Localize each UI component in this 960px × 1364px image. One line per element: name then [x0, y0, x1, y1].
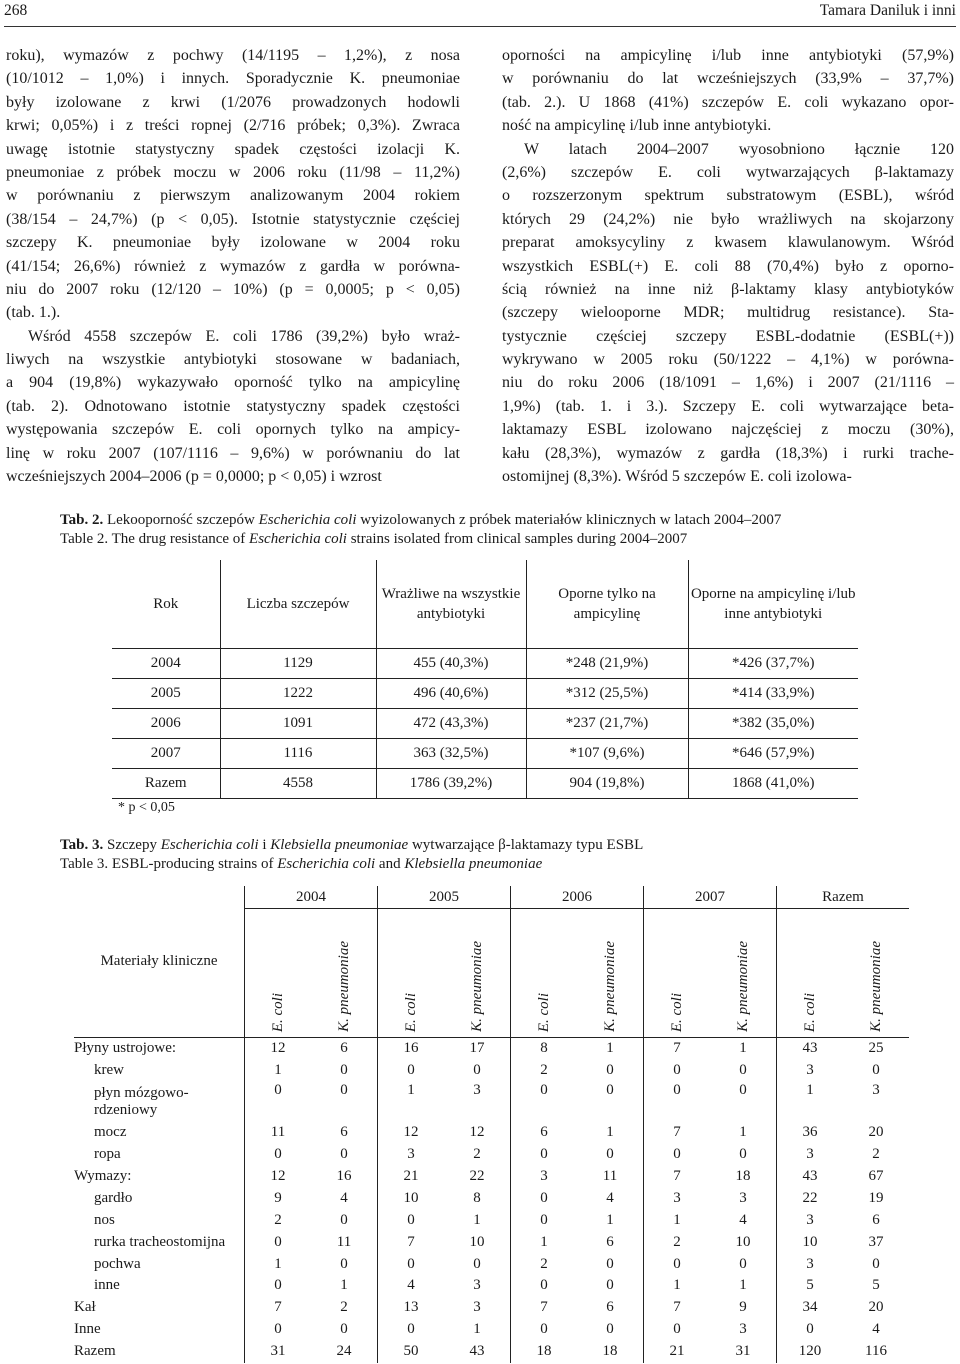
table3-cell: 0 — [606, 1321, 614, 1338]
table2-cell: 904 (19,8%) — [526, 769, 688, 799]
text-line: oporności na ampicylinę i/lub inne antybiotyki (57,9%) — [502, 47, 954, 64]
species-header — [644, 909, 711, 1038]
table3-cell: 34 — [777, 1297, 844, 1319]
table2-cell: 2004 — [112, 649, 220, 679]
table-row — [74, 1231, 909, 1253]
table3-cell: 5 — [777, 1275, 844, 1297]
table-row — [74, 1319, 909, 1341]
row-label: krew — [94, 1062, 124, 1079]
year-header: 2004 — [245, 886, 378, 909]
table3-cell: 0 — [644, 1060, 711, 1082]
table3-cell: 4 — [378, 1275, 445, 1297]
table-row — [74, 1166, 909, 1188]
row-label: Wymazy: — [74, 1168, 132, 1184]
table3-cell: 11 — [336, 1233, 352, 1250]
caption-text: The drug resistance of — [108, 531, 250, 547]
table3-cell: 0 — [872, 1255, 880, 1272]
table3-cell: 8 — [473, 1189, 481, 1206]
table3-cell: 0 — [245, 1275, 312, 1297]
table3-cell: 0 — [378, 1319, 445, 1341]
text-line: roku), wymazów z pochwy (14/1195 – 1,2%), z nosa — [6, 47, 460, 64]
text-line: tystycznie częściej szczepy ESBL-dodatnie (ESBL(+)) — [502, 327, 954, 345]
table3-cell: 7 — [644, 1297, 711, 1319]
text-line: Wśród 4558 szczepów E. coli 1786 (39,2%) było wraż- — [28, 327, 460, 345]
row-label: nos — [94, 1211, 115, 1228]
table3-cell: 5 — [872, 1277, 880, 1294]
year-header: 2007 — [644, 886, 777, 909]
table3-cell: 0 — [606, 1146, 614, 1163]
species-header — [777, 909, 844, 1038]
table3-cell: 11 — [245, 1122, 312, 1144]
row-label: Kał — [74, 1299, 96, 1316]
table3-cell: 0 — [378, 1253, 445, 1275]
table3-cell: 7 — [644, 1038, 711, 1060]
species-label: E. coli — [269, 992, 286, 1032]
table3-cell: 10 — [469, 1233, 485, 1250]
text-line: (41/154; 26,6%) również z wymazów z gardła w porówna- — [6, 257, 460, 275]
year-header: 2006 — [511, 886, 644, 909]
table3-cell: 37 — [868, 1233, 884, 1250]
table2-cell: 472 (43,3%) — [376, 709, 526, 739]
caption-organism: Escherichia coli — [258, 512, 357, 528]
table3-cell: 4 — [739, 1211, 747, 1228]
table-row — [112, 649, 858, 679]
table-row — [74, 1253, 909, 1275]
table3-cell: 43 — [469, 1343, 485, 1360]
caption-organism: Klebsiella pneumoniae — [270, 837, 409, 853]
table3-cell: 8 — [511, 1038, 578, 1060]
table3-cell: 0 — [511, 1275, 578, 1297]
table3-cell: 3 — [872, 1081, 880, 1098]
table3-caption-en — [60, 855, 542, 874]
row-label: ropa — [94, 1146, 121, 1163]
table2-cell: 1116 — [220, 739, 376, 769]
table3-cell: 16 — [378, 1038, 445, 1060]
species-label: E. coli — [535, 992, 552, 1032]
table3-cell: 1 — [644, 1275, 711, 1297]
table3-cell: 19 — [868, 1189, 884, 1206]
table3-cell: 0 — [511, 1209, 578, 1231]
species-label: K. pneumoniae — [867, 941, 884, 1032]
table3-cell: 12 — [245, 1038, 312, 1060]
table3-cell: 36 — [777, 1122, 844, 1144]
text-line: w porównaniu z pierwszym analizowanym 2004 rokiem — [6, 187, 460, 205]
species-label: K. pneumoniae — [468, 941, 485, 1032]
species-header — [577, 909, 644, 1038]
row-label: Razem — [74, 1343, 116, 1360]
table3-cell: 6 — [511, 1122, 578, 1144]
row-label: inne — [94, 1277, 120, 1294]
table3-cell: 0 — [245, 1319, 312, 1341]
table2-cell: 1091 — [220, 709, 376, 739]
text-line: (2,6%) szczepów E. coli wytwarzających β-laktamazy — [502, 163, 954, 181]
table3-cell: 0 — [340, 1211, 348, 1228]
table3-cell: 3 — [777, 1209, 844, 1231]
table3-cell: 2 — [473, 1146, 481, 1163]
table-row — [74, 1341, 909, 1363]
table3-cell: 0 — [872, 1062, 880, 1079]
materials-header: Materiały kliniczne — [74, 886, 245, 1038]
table3-cell: 6 — [340, 1040, 348, 1057]
table3-cell: 31 — [735, 1343, 751, 1360]
species-header — [511, 909, 578, 1038]
table3-cell: 9 — [739, 1299, 747, 1316]
species-header — [843, 909, 909, 1038]
table3-cell: 3 — [644, 1187, 711, 1209]
table3-cell: 12 — [245, 1166, 312, 1188]
table2-cell: 2007 — [112, 739, 220, 769]
page-header — [4, 0, 956, 27]
table3-cell: 0 — [511, 1187, 578, 1209]
table3 — [74, 886, 909, 1363]
table3-cell: 0 — [739, 1146, 747, 1163]
table3-cell: 0 — [378, 1209, 445, 1231]
table3-cell: 7 — [511, 1297, 578, 1319]
table3-cell: 3 — [473, 1081, 481, 1098]
year-header: 2005 — [378, 886, 511, 909]
table3-cell: 6 — [340, 1124, 348, 1141]
table3-cell: 1 — [739, 1124, 747, 1141]
table3-cell: 4 — [340, 1189, 348, 1206]
table3-cell: 0 — [511, 1144, 578, 1166]
table3-cell: 120 — [777, 1341, 844, 1363]
table3-cell: 0 — [340, 1146, 348, 1163]
caption-organism: Escherichia coli — [249, 531, 347, 547]
table3-cell: 21 — [378, 1166, 445, 1188]
text-line: wykrywano w 2005 roku (50/1222 – 4,1%) w porówna- — [502, 351, 954, 369]
table3-cell: 0 — [739, 1062, 747, 1079]
text-line: występowania szczepów E. coli opornych tylko na ampicy- — [6, 421, 460, 439]
table3-cell: 10 — [735, 1233, 751, 1250]
table3-cell: 1 — [511, 1231, 578, 1253]
year-header: Razem — [777, 886, 910, 909]
table3-label: Tab. 3. — [60, 837, 104, 853]
table2-label: Tab. 2. — [60, 512, 104, 528]
text-line: w porównaniu do lat wcześniejszych (33,9% – 37,7%) — [502, 70, 954, 88]
caption-text: ESBL-producing strains of — [108, 856, 278, 872]
table2-cell: 4558 — [220, 769, 376, 799]
table3-cell: 21 — [644, 1341, 711, 1363]
left-text-column — [6, 44, 460, 488]
text-line: szczepy K. pneumoniae były izolowane w 2004 roku — [6, 234, 460, 252]
table3-cell: 0 — [777, 1319, 844, 1341]
table3-cell: 0 — [739, 1081, 747, 1098]
text-line: laktamazy ESBL izolowano najczęściej z moczu (30%), — [502, 421, 954, 439]
table3-cell: 1 — [606, 1211, 614, 1228]
table2-footnote: * p < 0,05 — [118, 800, 175, 815]
table3-cell: 2 — [340, 1299, 348, 1316]
table3-cell: 3 — [473, 1299, 481, 1316]
table3-cell: 116 — [865, 1343, 887, 1360]
table3-cell: 67 — [868, 1168, 884, 1184]
table2-cell: *248 (21,9%) — [526, 649, 688, 679]
table3-cell: 2 — [245, 1209, 312, 1231]
table3-cell: 22 — [777, 1187, 844, 1209]
table3-cell: 18 — [511, 1341, 578, 1363]
table-row — [112, 709, 858, 739]
table3-cell: 7 — [644, 1122, 711, 1144]
row-label: płyn mózgowo-rdzeniowy — [94, 1084, 189, 1118]
caption-text: strains isolated from clinical samples during 2004–2007 — [346, 531, 688, 547]
table3-cell: 1 — [644, 1209, 711, 1231]
row-label: gardło — [94, 1189, 133, 1206]
table-row — [74, 1275, 909, 1297]
table3-cell: 0 — [606, 1062, 614, 1079]
table3-cell: 3 — [777, 1253, 844, 1275]
table3-cell: 10 — [777, 1231, 844, 1253]
table3-cell: 50 — [378, 1341, 445, 1363]
table3-cell: 25 — [868, 1040, 884, 1057]
table3-cell: 0 — [245, 1231, 312, 1253]
text-line: ścią również na inne niż β-laktamy klasy antybiotyków — [502, 280, 954, 298]
table3-cell: 13 — [378, 1297, 445, 1319]
species-label: K. pneumoniae — [601, 941, 618, 1032]
row-label: mocz — [94, 1124, 127, 1141]
text-line: (tab. 2.). U 1868 (41%) szczepów E. coli wykazano opor- — [502, 93, 954, 111]
species-header — [245, 909, 312, 1038]
table2-caption-en — [60, 530, 687, 549]
text-line: W latach 2004–2007 wyosobniono łącznie 120 — [524, 140, 954, 158]
table3-cell: 0 — [378, 1060, 445, 1082]
table3-cell: 3 — [777, 1144, 844, 1166]
table3-cell: 43 — [777, 1038, 844, 1060]
table3-cell: 3 — [777, 1060, 844, 1082]
table2-header-cell: Oporne na ampicylinę i/lub inne antybiotyki — [688, 560, 858, 649]
caption-organism: Escherichia coli — [160, 837, 259, 853]
text-line: wszystkich ESBL(+) E. coli 88 (70,4%) było z oporno- — [502, 257, 954, 275]
table-row — [74, 1144, 909, 1166]
table3-cell: 22 — [469, 1168, 485, 1184]
row-label: Inne — [74, 1321, 101, 1338]
table3-cell: 6 — [606, 1299, 614, 1316]
table3-cell: 6 — [872, 1211, 880, 1228]
table3-cell: 3 — [473, 1277, 481, 1294]
species-header — [710, 909, 777, 1038]
table3-cell: 1 — [739, 1277, 747, 1294]
text-line: pneumoniae z próbek moczu w 2006 roku (11/98 – 11,2%) — [6, 163, 460, 181]
table3-cell: 12 — [469, 1124, 485, 1141]
table2-header-cell: Wrażliwe na wszystkie antybiotyki — [376, 560, 526, 649]
table3-cell: 0 — [606, 1277, 614, 1294]
text-line: uwagę istotnie statystyczny spadek częstości izolacji K. — [6, 140, 460, 158]
table3-cell: 3 — [378, 1144, 445, 1166]
table2-cell: *426 (37,7%) — [688, 649, 858, 679]
table3-cell: 10 — [378, 1187, 445, 1209]
table3-cell: 2 — [511, 1060, 578, 1082]
text-line: ność na ampicylinę i/lub inne antybiotyki. — [502, 117, 772, 135]
table2-caption-pl — [60, 511, 781, 530]
text-line: linę w roku 2007 (107/1116 – 9,6%) w porównaniu do lat — [6, 444, 460, 462]
table3-cell: 0 — [340, 1081, 348, 1098]
table2-cell: *237 (21,7%) — [526, 709, 688, 739]
text-line: wcześniejszych 2004–2006 (p = 0,0000; p < 0,05) i wzrost — [6, 468, 382, 486]
caption-text: wytwarzające β-laktamazy typu ESBL — [408, 837, 644, 853]
species-label: E. coli — [668, 992, 685, 1032]
caption-text: and — [375, 856, 405, 872]
caption-organism: Escherichia coli — [277, 856, 376, 872]
table3-cell: 0 — [644, 1319, 711, 1341]
table-row — [112, 679, 858, 709]
table3-cell: 24 — [336, 1343, 352, 1360]
text-line: (38/154 – 24,7%) (p < 0,05). Istotnie statystycznie częściej — [6, 210, 460, 228]
table3-cell: 1 — [245, 1253, 312, 1275]
table2-cell: *646 (57,9%) — [688, 739, 858, 769]
table3-cell: 17 — [469, 1040, 485, 1057]
table2-cell: 1222 — [220, 679, 376, 709]
table3-cell: 0 — [606, 1255, 614, 1272]
table3-cell: 0 — [245, 1082, 312, 1122]
table2-cell: 363 (32,5%) — [376, 739, 526, 769]
caption-organism: Klebsiella pneumoniae — [404, 856, 543, 872]
species-label: E. coli — [801, 992, 818, 1032]
table3-cell: 0 — [511, 1319, 578, 1341]
table-row — [74, 1209, 909, 1231]
table3-cell: 1 — [245, 1060, 312, 1082]
table-row — [74, 1038, 909, 1060]
table3-cell: 7 — [245, 1297, 312, 1319]
text-line: były izolowane z krwi (1/2076 prowadzonych hodowli — [6, 93, 460, 111]
table2-cell: 1868 (41,0%) — [688, 769, 858, 799]
table3-cell: 1 — [473, 1211, 481, 1228]
table3-cell: 0 — [644, 1253, 711, 1275]
table3-cell: 0 — [473, 1062, 481, 1079]
row-label: pochwa — [94, 1255, 141, 1272]
table2-label-en: Table 2. — [60, 531, 109, 547]
species-label: K. pneumoniae — [335, 941, 352, 1032]
table3-cell: 2 — [511, 1253, 578, 1275]
text-line: (10/1012 – 1,0%) i innych. Sporadycznie K. pneumoniae — [6, 70, 460, 88]
species-label: E. coli — [402, 992, 419, 1032]
table2-cell: 2006 — [112, 709, 220, 739]
species-label: K. pneumoniae — [734, 941, 751, 1032]
table3-cell: 9 — [245, 1187, 312, 1209]
table2-cell: 1786 (39,2%) — [376, 769, 526, 799]
table3-cell: 3 — [739, 1189, 747, 1206]
table-row — [112, 769, 858, 799]
table3-cell: 0 — [606, 1081, 614, 1098]
table3-cell: 2 — [644, 1231, 711, 1253]
table3-cell: 0 — [340, 1321, 348, 1338]
text-line: preparat amoksycyliny z kwasem klawulanowym. Wśród — [502, 234, 954, 252]
table3-cell: 0 — [644, 1082, 711, 1122]
page-number: 268 — [4, 2, 28, 19]
table3-cell: 4 — [606, 1189, 614, 1206]
table3-cell: 12 — [378, 1122, 445, 1144]
table3-cell: 18 — [602, 1343, 618, 1360]
right-text-column — [502, 44, 954, 488]
text-line: (szczepy wielooporne MDR; multidrug resistance). Sta- — [502, 304, 954, 322]
table2-cell: 2005 — [112, 679, 220, 709]
caption-text: Szczepy — [103, 837, 161, 853]
running-head-authors: Tamara Daniluk i inni — [819, 2, 956, 19]
table3-cell: 1 — [473, 1321, 481, 1338]
table3-cell: 7 — [378, 1231, 445, 1253]
table3-cell: 43 — [777, 1166, 844, 1188]
table3-cell: 1 — [340, 1277, 348, 1294]
text-line: ostomijnej (8,3%). Wśród 5 szczepów E. coli izolowa- — [502, 468, 852, 486]
caption-text: Lekooporność szczepów — [103, 512, 259, 528]
table3-cell: 16 — [336, 1168, 352, 1184]
table3-cell: 1 — [606, 1040, 614, 1057]
table-row — [112, 739, 858, 769]
row-label: Płyny ustrojowe: — [74, 1040, 177, 1057]
text-line: a 904 (19,8%) wykazywało oporność tylko na ampicylinę — [6, 374, 460, 392]
table3-cell: 0 — [340, 1255, 348, 1272]
table3-cell: 0 — [644, 1144, 711, 1166]
table-row — [74, 1297, 909, 1319]
table2-cell: *414 (33,9%) — [688, 679, 858, 709]
text-line: (tab. 2). Odnotowano istotnie statystyczny spadek częstości — [6, 397, 460, 415]
table2-cell: *382 (35,0%) — [688, 709, 858, 739]
text-line: o rozszerzonym spektrum substratowym (ESBL), wśród — [502, 187, 954, 205]
text-line: niu do roku 2006 (18/1091 – 1,6%) i 2007 (21/1116 – — [502, 374, 954, 392]
table3-label-en: Table 3. — [60, 856, 109, 872]
table3-cell: 3 — [739, 1321, 747, 1338]
text-line: których 29 (24,2%) nie było wrażliwych na skojarzony — [502, 210, 954, 228]
table-row — [74, 1187, 909, 1209]
table3-cell: 1 — [739, 1040, 747, 1057]
table3-cell: 7 — [644, 1166, 711, 1188]
table3-cell: 0 — [473, 1255, 481, 1272]
table3-cell: 3 — [511, 1166, 578, 1188]
table3-cell: 0 — [511, 1082, 578, 1122]
table2-cell: Razem — [112, 769, 220, 799]
table3-cell: 31 — [245, 1341, 312, 1363]
table2-cell: 496 (40,6%) — [376, 679, 526, 709]
table3-cell: 18 — [735, 1168, 751, 1184]
text-line: niu do 2007 roku (12/120 – 10%) (p = 0,0005; p < 0,05) — [6, 280, 460, 298]
table3-cell: 0 — [340, 1062, 348, 1079]
table3-cell: 0 — [245, 1144, 312, 1166]
species-header — [444, 909, 511, 1038]
table2 — [112, 560, 858, 799]
table-row — [74, 1122, 909, 1144]
table2-cell: *312 (25,5%) — [526, 679, 688, 709]
table2-cell: 1129 — [220, 649, 376, 679]
text-line: krwi; 0,05%) i z treści ropnej (2/716 próbek; 0,3%). Zwraca — [6, 117, 460, 135]
text-line: 1,9%) (tab. 1. i 3.). Szczepy E. coli wytwarzające beta- — [502, 397, 954, 415]
table3-caption-pl — [60, 836, 643, 855]
table3-cell: 11 — [602, 1168, 618, 1184]
species-header — [311, 909, 378, 1038]
table3-cell: 0 — [739, 1255, 747, 1272]
table3-cell: 1 — [777, 1082, 844, 1122]
table3-cell: 1 — [606, 1124, 614, 1141]
species-header — [378, 909, 445, 1038]
table2-cell: 455 (40,3%) — [376, 649, 526, 679]
table2-header-cell: Rok — [112, 560, 220, 649]
text-line: liwych na wszystkie antybiotyki stosowane w badaniach, — [6, 351, 460, 369]
table2-header-cell: Oporne tylko na ampicylinę — [526, 560, 688, 649]
text-line: (tab. 1.). — [6, 304, 61, 322]
table2-header-cell: Liczba szczepów — [220, 560, 376, 649]
table2-cell: *107 (9,6%) — [526, 739, 688, 769]
table-row — [74, 1082, 909, 1122]
table3-cell: 20 — [868, 1299, 884, 1316]
table3-cell: 20 — [868, 1124, 884, 1141]
row-label: rurka tracheostomijna — [94, 1233, 226, 1250]
caption-text: wyizolowanych z próbek materiałów klinicznych w latach 2004–2007 — [356, 512, 782, 528]
table3-cell: 2 — [872, 1146, 880, 1163]
text-line: kału (28,3%), wymazów z gardła (18,3%) i rurki trache- — [502, 444, 954, 462]
caption-text: i — [258, 837, 271, 853]
table3-cell: 1 — [378, 1082, 445, 1122]
table3-cell: 4 — [872, 1321, 880, 1338]
table-row — [74, 1060, 909, 1082]
table3-cell: 6 — [606, 1233, 614, 1250]
